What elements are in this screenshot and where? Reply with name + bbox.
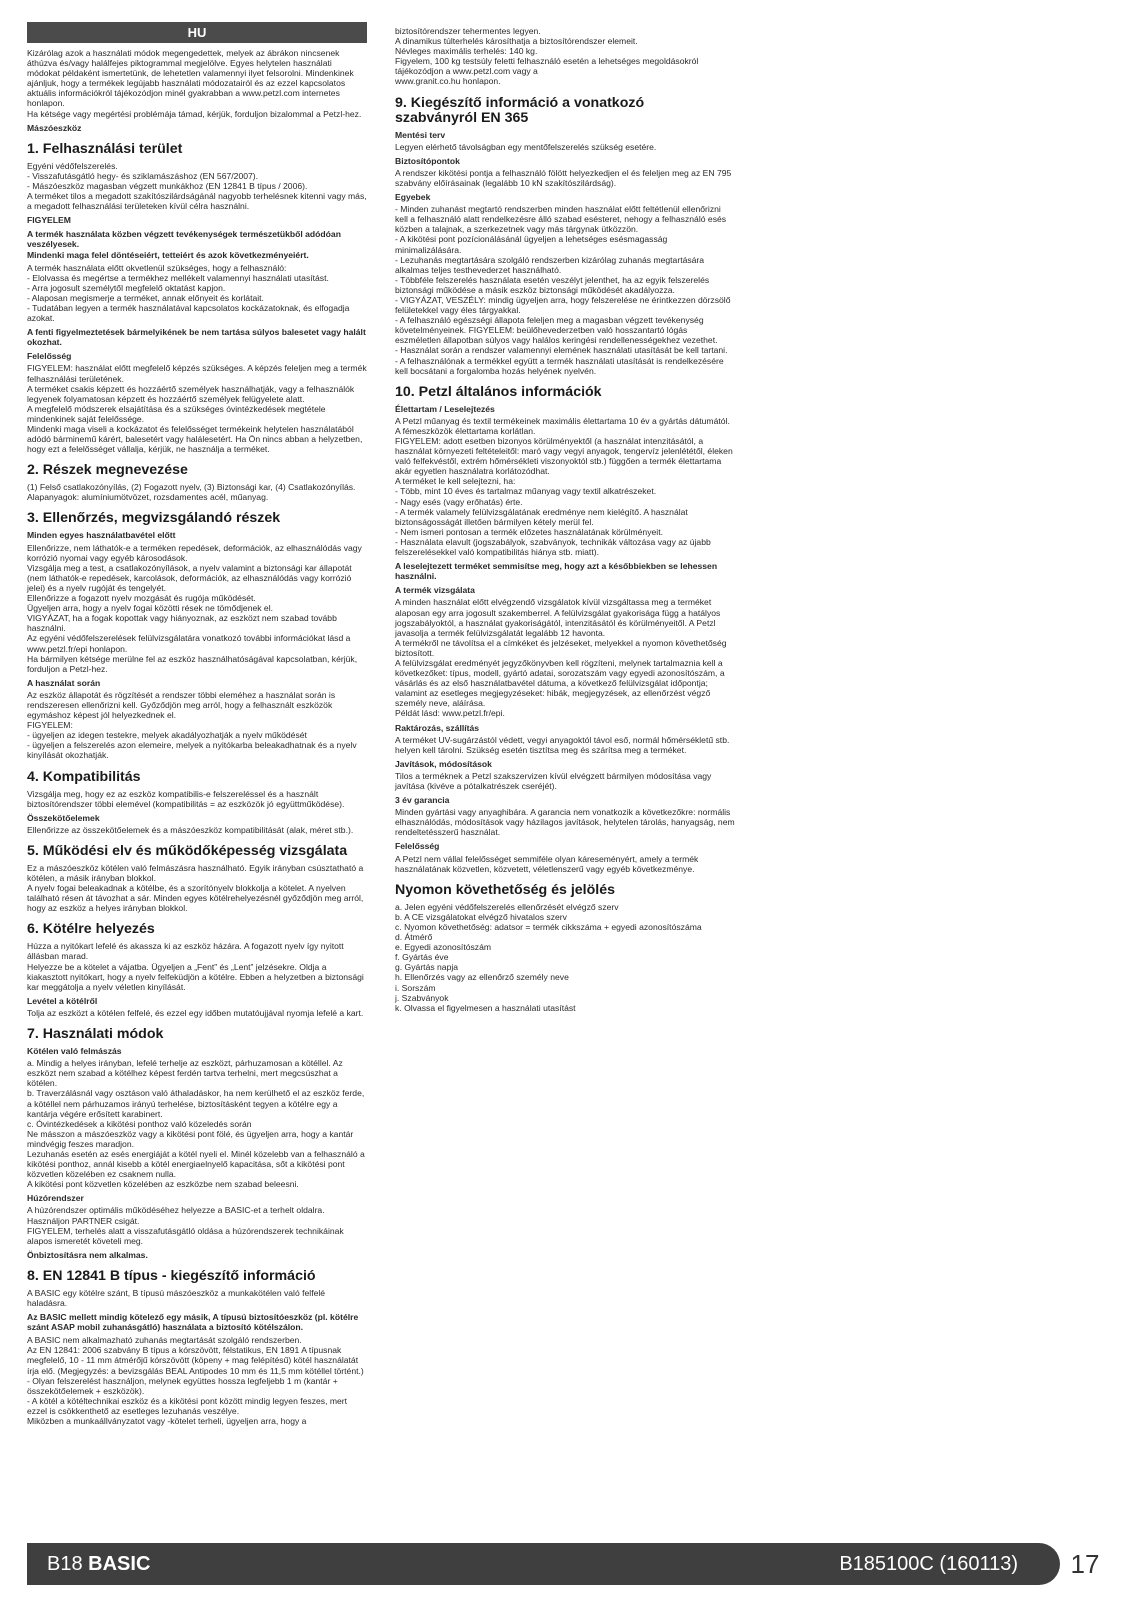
paragraph: Ellenőrizze, nem láthatók-e a terméken repedések, deformációk, az elhasználódás vagy korrózió nyomai vagy egyéb károsodások. Vizsgálja meg a test, a csatlakozónyílások, a nyelv valamint a biztonsági kar állapotát (nem láthatók-e repedések, karcolások, deformációk, az elhasználódás vagy korrózió jelei) és a nyelv rugóját és tengelyét. Ellenőrizze a fogazott nyelv mozgását és rugója működését. Ügyeljen arra, hogy a nyelv fogai közötti rések ne tömődjenek el. VIGYÁZAT, ha a fogak kopottak vagy hiányoznak, az eszközt nem szabad tovább használni. Az egyéni védőfelszerelések felülvizsgálatára vonatkozó további információkat lásd a www.petzl.fr/epi honlapon. Ha bármilyen kétsége merülne fel az eszköz használhatóságával kapcsolatban, kérjük, forduljon a Petzl-hez. <box>27 542 362 674</box>
paragraph: Ellenőrizze az összekötőelemek és a mászóeszköz kompatibilitását (alak, méret stb.). <box>27 824 354 835</box>
paragraph: Húzza a nyitókart lefelé és akassza ki az eszköz házára. A fogazott nyelv így nyitott állásban marad. Helyezze be a kötelet a vájatba. Ügyeljen a „Fent” és „Lent” jelzésekre. Oldja a kiakasztott nyitókart, hogy a nyelv felfeküdjön a kötélre. Ebben a helyzetben a biztonsági kar meggátolja a nyelv véletlen kinyílását. <box>27 941 364 992</box>
footer-product <box>47 1543 150 1585</box>
section-heading: 7. Használati módok <box>27 1026 164 1043</box>
section-heading: 10. Petzl általános információk <box>395 383 602 400</box>
section-heading: 5. Működési elv és működőképesség vizsgálata <box>27 842 348 859</box>
left-content <box>27 48 367 1426</box>
paragraph: A terméket UV-sugárzástól védett, vegyi anyagoktól távol eső, normál hőmérsékletű stb. helyen kell tárolni. Szükség esetén tisztítsa meg és szárítsa meg a terméket. <box>395 734 730 755</box>
footer-model-code: B18 <box>47 1553 83 1575</box>
subheading: Felelősség <box>27 351 72 362</box>
subheading: Összekötőelemek <box>27 812 100 823</box>
subheading: Mászóeszköz <box>27 122 82 133</box>
section-heading: 6. Kötélre helyezés <box>27 921 155 938</box>
subheading: Levétel a kötélről <box>27 995 98 1006</box>
subheading: Élettartam / Leselejtezés <box>395 403 495 414</box>
paragraph: biztosítórendszer tehermentes legyen. A dinamikus túlterhelés károsíthatja a biztosítórendszer elemeit. Névleges maximális terhelés: 140 kg. Figyelem, 100 kg testsúly feletti felhasználó esetén a lehetséges megoldásokról tájékozódjon a www.petzl.com vagy a www.granit.co.hu honlapon. <box>395 26 699 87</box>
warning-text: Az BASIC mellett mindig kötelező egy másik, A típusú biztosítóeszköz (pl. kötélre szánt ASAP mobil zuhanásgátló) használata a biztosító kötélszálon. <box>27 1312 359 1333</box>
paragraph: A Petzl nem vállal felelősséget semmiféle olyan káreseményért, amely a termék használatának közvetlen, közvetett, véletlenszerű vagy egyéb következménye. <box>395 853 699 874</box>
section-heading: 8. EN 12841 B típus - kiegészítő információ <box>27 1267 316 1284</box>
section-heading: 2. Részek megnevezése <box>27 462 188 479</box>
subheading: Mentési terv <box>395 129 446 140</box>
subheading: Egyebek <box>395 192 431 203</box>
subheading: A használat során <box>27 677 101 688</box>
paragraph: FIGYELEM: használat előtt megfelelő képzés szükséges. A képzés feleljen meg a termék felhasználási területének. A terméket csakis képzett és hozzáértő személyek használhatják, vagy a felhasználók legyenek folyamatosan képzett és hozzáértő személyek felügyelete alatt. A megfelelő módszerek elsajátítása és a szükséges óvintézkedések megtétele mindenkinek saját felelőssége. Mindenki maga viseli a kockázatot és felelősséget termékeink helytelen használatából adódó bárminemű kárért, balesetért vagy halálesetért. Ha Ön nincs abban a helyzetben, hogy ezt a felelősséget vállalja, kérjük, ne használja a terméket. <box>27 363 367 455</box>
subheading: Húzórendszer <box>27 1193 84 1204</box>
paragraph: Tilos a terméknek a Petzl szakszervizen kívül elvégzett bármilyen módosítása vagy javítása (kivéve a pótalkatrészek cseréjét). <box>395 770 712 791</box>
paragraph: (1) Felső csatlakozónyílás, (2) Fogazott nyelv, (3) Biztonsági kar, (4) Csatlakozónyílás. Alapanyagok: alumíniumötvözet, rozsdamentes acél, műanyag. <box>27 482 356 503</box>
paragraph: Minden gyártási vagy anyaghibára. A garancia nem vonatkozik a következőkre: normális elhasználódás, módosítások vagy házilagos javítások, helytelen tárolás, hanyagság, nem rendeltetésszerű használat. <box>395 807 735 838</box>
footer-product-name: BASIC <box>88 1553 151 1575</box>
page-number: 17 <box>1070 1549 1100 1579</box>
paragraph: A rendszer kikötési pontja a felhasználó fölött helyezkedjen el és feleljen meg az EN 795 szabvány előírásainak (legalább 10 kN szakítószilárdság). <box>395 167 732 188</box>
paragraph: a. Jelen egyéni védőfelszerelés ellenőrzését elvégző szerv b. A CE vizsgálatokat elvégző hivatalos szerv c. Nyomon követhetőség: adatsor = termék cikkszáma + egyedi azonosítószáma d. Átmérő e. Egyedi azonosítószám f. Gyártás éve g. Gyártás napja h. Ellenőrzés vagy az ellenőrző személy neve i. Sorszám j. Szabványok k. Olvassa el figyelmesen a használati utasítást <box>395 901 702 1013</box>
subheading: 3 év garancia <box>395 795 450 806</box>
paragraph: Ez a mászóeszköz kötélen való felmászásra használható. Egyik irányban csúsztatható a kötélen, a másik irányban blokkol. A nyelv fogai beleakadnak a kötélbe, és a szorítónyelv blokkolja a kötelet. A nyelven található résen át távozhat a sár. Minden egyes kötélrehelyezésnél győződjön meg arról, hogy az eszköz a helyes irányban blokkol. <box>27 862 364 914</box>
paragraph: a. Mindig a helyes irányban, lefelé terhelje az eszközt, párhuzamosan a kötéllel. Az eszközt nem szabad a kötélhez képest ferdén tartva terhelni, mert megcsúszhat a kötélen. b. Traverzálásnál vagy osztáson való áthaladáskor, ha nem kerülhető el az eszköz ferde, a kötéllel nem párhuzamos irányú terhelése, biztosításként tegyen a kötélre egy a kantárja végére erősített karabinert. c. Óvintézkedések a kikötési ponthoz való közeledés során Ne másszon a mászóeszköz vagy a kikötési pont fölé, és ügyeljen arra, hogy a kantár mindvégig feszes maradjon. Lezuhanás esetén az esés energiáját a kötél nyeli el. Minél közelebb van a felhasználó a kikötési ponthoz, annál kisebb a kötél energiaelnyelő kapacitása, sőt a kikötési pont közvetlen közelében ez csaknem nulla. A kikötési pont közvetlen közelében az eszközbe nem szabad beleesni. <box>27 1058 365 1190</box>
subheading: Minden egyes használatbavétel előtt <box>27 530 176 541</box>
paragraph: A termék használata előtt okvetlenül szükséges, hogy a felhasználó: - Elolvassa és megértse a termékhez mellékelt valamennyi használati utasítást. - Arra jogosult személytől megfelelő oktatást kapjon. - Alaposan megismerje a terméket, annak előnyeit és korlátait. - Tudatában legyen a termék használatával kapcsolatos kockázatoknak, és elfogadja azokat. <box>27 262 350 324</box>
paragraph: Egyéni védőfelszerelés. - Visszafutásgátló hegy- és sziklamászáshoz (EN 567/2007). - Mászóeszköz magasban végzett munkákhoz (EN 12841 B típus / 2006). A terméket tilos a megadott szakítószilárdságánál nagyobb terhelésnek kitenni vagy más, a megadott felhasználási területeken kívül célra használni. <box>27 160 367 212</box>
section-heading: Nyomon követhetőség és jelölés <box>395 881 615 898</box>
section-heading: 9. Kiegészítő információ a vonatkozó szabványról EN 365 <box>395 94 645 126</box>
language-tab: HU <box>27 22 367 43</box>
subheading: Raktározás, szállítás <box>395 722 480 733</box>
left-column <box>27 22 367 1429</box>
paragraph: A húzórendszer optimális működéséhez helyezze a BASIC-et a terhelt oldalra. Használjon PARTNER csigát. FIGYELEM, terhelés alatt a visszafutásgátló oldása a húzórendszerek technikáinak alapos ismeretét követeli meg. <box>27 1205 344 1246</box>
paragraph: Legyen elérhető távolságban egy mentőfelszerelés szükség esetére. <box>395 141 657 152</box>
paragraph: Az eszköz állapotát és rögzítését a rendszer többi eleméhez a használat során is rendszeresen ellenőrizni kell. Győződjön meg arról, hogy a felhasznált eszközök egymáshoz képest jól helyezkednek el. FIGYELEM: - ügyeljen az idegen testekre, melyek akadályozhatják a nyelv működését - ügyeljen a felszerelés azon elemeire, melyek a nyitókarba beleakadhatnak és a nyelv kinyílását okozhatják. <box>27 689 357 761</box>
subheading: A termék vizsgálata <box>395 585 475 596</box>
section-heading: 1. Felhasználási terület <box>27 140 183 157</box>
warning-text: A leselejtezett terméket semmisítse meg, hogy azt a későbbiekben se lehessen használni. <box>395 561 718 582</box>
footer-doc-ref: B185100C (160113) <box>839 1553 1018 1575</box>
subheading: FIGYELEM <box>27 215 71 226</box>
right-content <box>395 26 735 1013</box>
subheading: Felelősség <box>395 841 440 852</box>
right-column <box>395 26 735 1016</box>
paragraph: Vizsgálja meg, hogy ez az eszköz kompatibilis-e felszereléssel és a használt biztosítórendszer többi elemével (kompatibilitás = az eszközök jó együttműködése). <box>27 788 345 809</box>
paragraph: A Petzl műanyag és textil termékeinek maximális élettartama 10 év a gyártás dátumától. A fémeszközök élettartama korlátlan. FIGYELEM: adott esetben bizonyos körülményektől (a használat intenzitásától, a használat környezeti feltételeitől: maró vagy vegyi anyagok, tengervíz jelenlététől, éleken való felfekvéstől, extrém hőmérsékleti viszonyoktól stb.) függően a termék élettartama akár egyetlen használatra korlátozódhat. A terméket le kell selejtezni, ha: - Több, mint 10 éves és tartalmaz műanyag vagy textil alkatrészeket. - Nagy esés (vagy erőhatás) érte. - A termék valamely felülvizsgálatának eredménye nem kielégítő. A használat biztonságosságát illetően bármilyen kétely merül fel. - Nem ismeri pontosan a termék előzetes használatának körülményeit. - Használata elavult (jogszabályok, szabványok, technikák változása vagy az újabb felszerelésekkel való kompatibilitás hiánya stb. miatt). <box>395 415 733 558</box>
paragraph: A minden használat előtt elvégzendő vizsgálatok kívül vizsgáltassa meg a terméket alaposan egy arra jogosult szakemberrel. A felülvizsgálat gyakorisága függ a hatályos jogszabályoktól, a használat gyakoriságától, intenzitásától és körülményeitől. A Petzl javasolja a termék felülvizsgálatát legalább 12 havonta. A termékről ne távolítsa el a címkéket és jelzéseket, melyekkel a nyomon követhetőség biztosított. A felülvizsgálat eredményét jegyzőkönyvben kell rögzíteni, melynek tartalmaznia kell a következőket: típus, modell, gyártó adatai, sorozatszám vagy egyedi azonosítószám, a vásárlás és az első használatbavétel dátuma, a következő felülvizsgálat időpontja; valamint az esetleges megjegyzéseket: hibák, megjegyzések, az ellenőrzést végző személy neve, aláírása. Példát lásd: www.petzl.fr/epi. <box>395 597 727 719</box>
section-heading: 3. Ellenőrzés, megvizsgálandó részek <box>27 510 281 527</box>
warning-text: A fenti figyelmeztetések bármelyikének be nem tartása súlyos balesetet vagy halált okozhat. <box>27 327 366 348</box>
subheading: Kötélen való felmászás <box>27 1046 122 1057</box>
subheading: Önbiztosításra nem alkalmas. <box>27 1249 148 1260</box>
subheading: Biztosítópontok <box>395 155 460 166</box>
paragraph: A BASIC nem alkalmazható zuhanás megtartását szolgáló rendszerben. Az EN 12841: 2006 szabvány B típus a kórszövött, félstatikus, EN 1891 A típusnak megfelelő, 10 - 11 mm átmérőjű kórszövött (köpeny + mag felépítésű) kötél használatát írja elő. (Megjegyzés: a bevizsgálás BEAL Antipodes 10 mm és 11,5 mm kötéllel történt.) - Olyan felszerelést használjon, melynek együttes hossza legfeljebb 1 m (kantár + összekötőelemek + eszközök). - A kötél a kötéltechnikai eszköz és a kikötési pont között mindig legyen feszes, mert ezzel is csökkenthető az esetleges lezuhanás veszélye. Miközben a munkaállványzatot vagy -kötelet terheli, ügyeljen arra, hogy a <box>27 1335 364 1427</box>
section-heading: 4. Kompatibilitás <box>27 768 141 785</box>
warning-text: A termék használata közben végzett tevékenységek természetükből adódóan veszélyesek. Mindenki maga felel döntéseiért, tetteiért és azok következményeiért. <box>27 229 341 260</box>
paragraph: - Minden zuhanást megtartó rendszerben minden használat előtt feltétlenül ellenőrizni kell a felhasználó alatt rendelkezésre álló szabad esésteret, nehogy a felhasználó esés közben a talajnak, a szerkezetnek vagy más tárgynak ütközzön. - A kikötési pont pozícionálásánál ügyeljen a lehetséges esésmagasság minimalizálására. - Lezuhanás megtartására szolgáló rendszerben kizárólag zuhanás megtartására alkalmas teljes testhevederzet használható. - Többféle felszerelés használata esetén veszélyt jelenthet, ha az egyik felszerelés biztonsági működése a másik eszköz biztonsági működését akadályozza. - VIGYÁZAT, VESZÉLY: mindig ügyeljen arra, hogy felszerelése ne érintkezzen dörzsölő felületekkel vagy éles tárgyakkal. - A felhasználó egészségi állapota feleljen meg a magasban végzett tevékenység követelményeinek. FIGYELEM: beülőhevederzetben való hosszantartó lógás eszméletlen állapotban súlyos vagy halálos keringési rendellenességekhez vezethet. - Használat során a rendszer valamennyi elemének használati utasítását be kell tartani. - A felhasználónak a termékkel együtt a termék használati utasítását is rendelkezésére kell bocsátani a forgalomba hozás helyének nyelvén. <box>395 204 731 376</box>
footer-bar <box>27 1543 1060 1585</box>
paragraph: A BASIC egy kötélre szánt, B típusú mászóeszköz a munkakötélen való felfelé haladásra. <box>27 1287 326 1308</box>
paragraph: Kizárólag azok a használati módok megengedettek, melyek az ábrákon nincsenek áthúzva és/vagy halálfejes piktogrammal megjelölve. Egyes helytelen használati módokat példaként ismertetünk, de lehetetlen valamennyi ilyet felsorolni. Mindenkinek ajánljuk, hogy a termékek legújabb használati módozatairól és az ezzel kapcsolatos aktuális információkról tájékozódjon minél gyakrabban a www.petzl.com internetes honlapon. Ha kétsége vagy megértési problémája támad, kérjük, forduljon bizalommal a Petzl-hez. <box>27 48 362 119</box>
paragraph: Tolja az eszközt a kötélen felfelé, és ezzel egy időben mutatóujjával nyomja lefelé a kart. <box>27 1007 364 1018</box>
subheading: Javítások, módosítások <box>395 758 492 769</box>
